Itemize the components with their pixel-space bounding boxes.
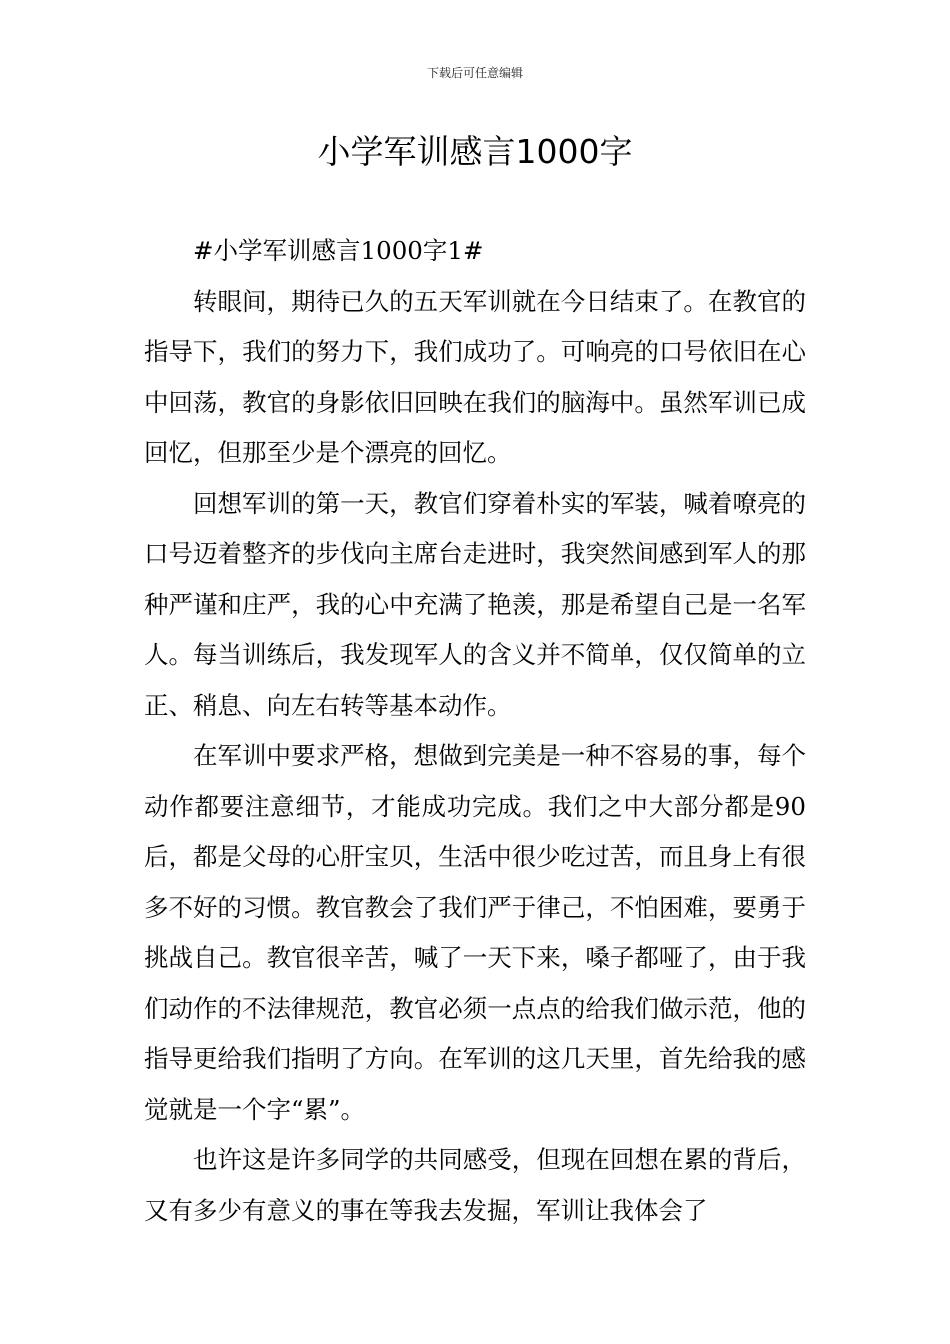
header-note: 下载后可任意编辑 [426, 66, 523, 80]
paragraph: 也许这是许多同学的共同感受，但现在回想在累的背后，又有多少有意义的事在等我去发掘，军训让我体会了 [144, 1145, 806, 1225]
paragraph: 转眼间，期待已久的五天军训就在今日结束了。在教官的指导下，我们的努力下，我们成功了。可响亮的口号依旧在心中回荡，教官的身影依旧回映在我们的脑海中。虽然军训已成回忆，但那至少是个漂亮的回忆。 [144, 286, 806, 467]
paragraph: 回想军训的第一天，教官们穿着朴实的军装，喊着嘹亮的口号迈着整齐的步伐向主席台走进时，我突然间感到军人的那种严谨和庄严，我的心中充满了艳羡，那是希望自己是一名军人。每当训练后，我发现军人的含义并不简单，仅仅简单的立正、稍息、向左右转等基本动作。 [144, 488, 806, 720]
section-heading: #小学军训感言1000字1# [193, 236, 484, 265]
paragraph: 在军训中要求严格，想做到完美是一种不容易的事，每个动作都要注意细节，才能成功完成。我们之中大部分都是90后，都是父母的心肝宝贝，生活中很少吃过苦，而且身上有很多不好的习惯。教官教会了我们严于律己，不怕困难，要勇于挑战自己。教官很辛苦，喊了一天下来，嗓子都哑了，由于我们动作的不法律规范，教官必须一点点的给我们做示范，他的指导更给我们指明了方向。在军训的这几天里，首先给我的感觉就是一个字“累”。 [144, 741, 806, 1124]
document-title: 小学军训感言1000字 [317, 132, 633, 171]
document-body [144, 226, 806, 1236]
